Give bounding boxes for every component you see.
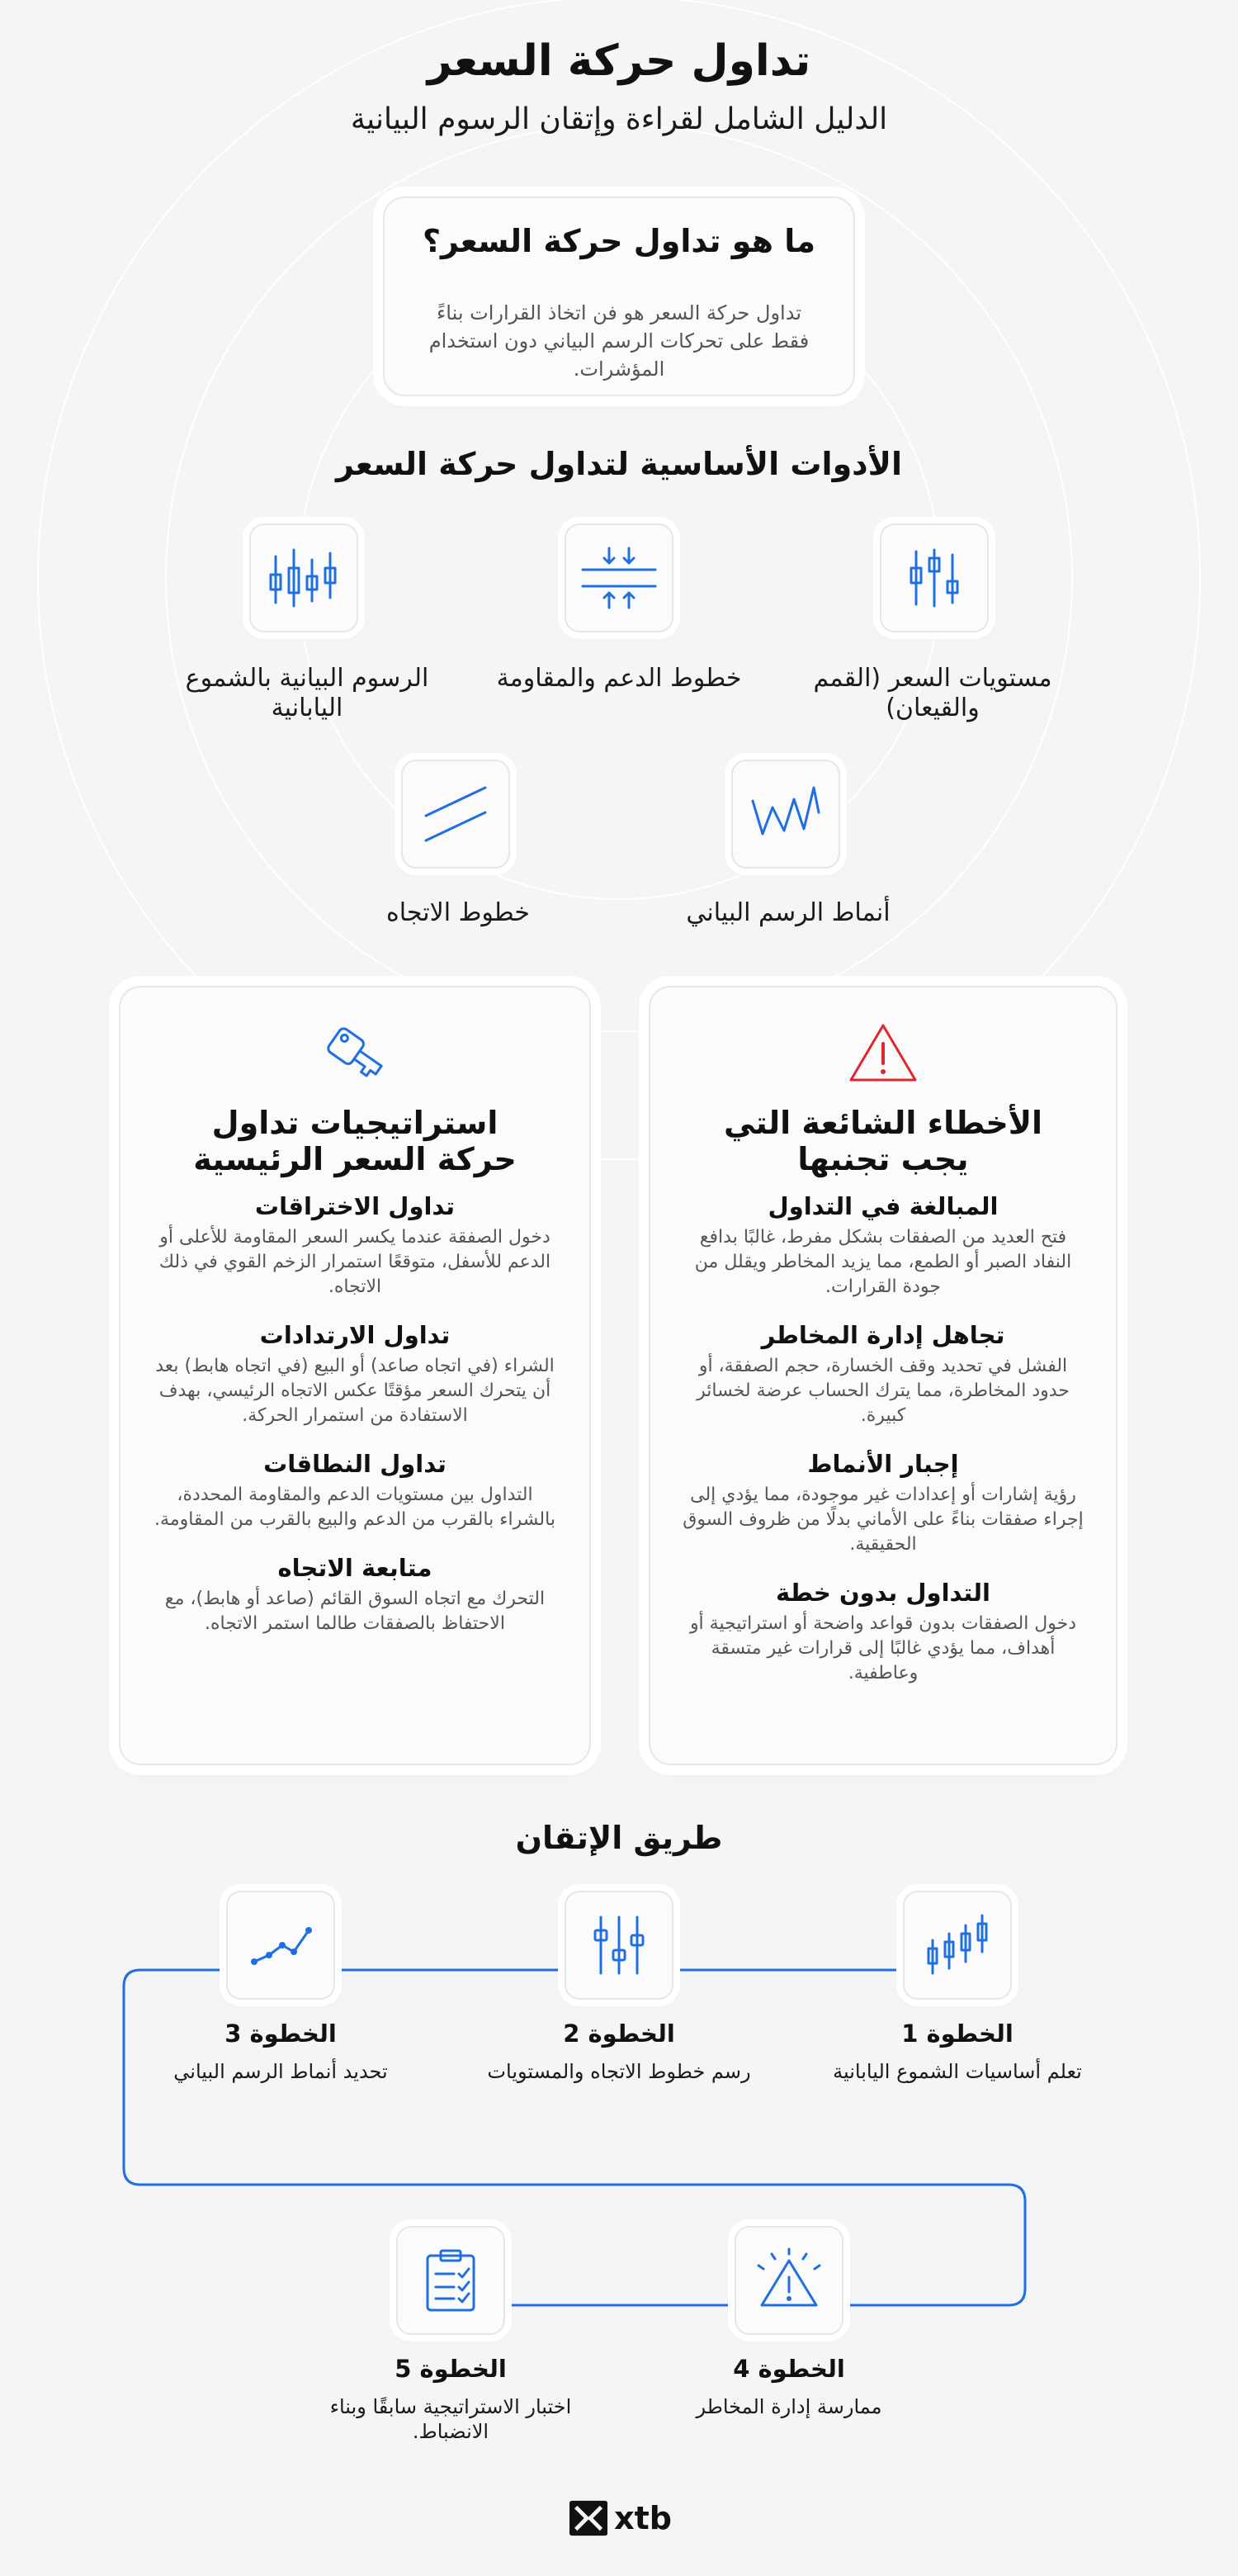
strategy-title: متابعة الاتجاه (277, 1554, 432, 1582)
mistake-title: إجبار الأنماط (807, 1450, 959, 1478)
mistake-text: فتح العديد من الصفقات بشكل مفرط، غالبًا بدافع النفاد الصبر أو الطمع، مما يزيد المخاطر ويقلل من جودة القرارات. (694, 1227, 1072, 1297)
strategy-text: الشراء (في اتجاه صاعد) أو البيع (في اتجاه هابط) بعد أن يتحرك السعر مؤقتًا عكس الاتجاه الرئيسي، بهدف الاستفادة من استمرار الحركة. (155, 1356, 555, 1426)
mistake-title: المبالغة في التداول (768, 1192, 999, 1220)
step-5-text: اختبار الاستراتيجية سابقًا وبناء الانضباط. (329, 2395, 572, 2443)
strategy-title: تداول النطاقات (263, 1450, 447, 1478)
xtb-logo-icon (569, 2500, 607, 2536)
page-title: تداول حركة السعر (427, 36, 811, 86)
page-subtitle: الدليل الشامل لقراءة وإتقان الرسوم البيانية (350, 102, 888, 136)
strategy-text: التحرك مع اتجاه السوق القائم (صاعد أو هابط)، مع الاحتفاظ بالصفقات طالما استمر الاتجاه. (164, 1589, 546, 1634)
strategy-title: تداول الاختراقات (254, 1192, 456, 1220)
step-2-text: رسم خطوط الاتجاه والمستويات (487, 2060, 751, 2083)
strategy-title: تداول الارتدادات (259, 1321, 451, 1349)
tools-heading: الأدوات الأساسية لتداول حركة السعر (335, 446, 903, 482)
step-5-title: الخطوة 5 (395, 2355, 507, 2383)
mistake-text: دخول الصفقات بدون قواعد واضحة أو استراتيجية أو أهداف، مما يؤدي غالبًا إلى قرارات غير متسقة وعاطفية. (689, 1613, 1077, 1683)
step-2-title: الخطوة 2 (563, 2020, 675, 2048)
tool-label-candlestick: الرسوم البيانية بالشموع اليابانية (185, 664, 429, 722)
tool-label-trendlines: خطوط الاتجاه (386, 898, 530, 927)
strategies-heading: استراتيجيات تداول حركة السعر الرئيسية (193, 1105, 517, 1177)
strategy-text: التداول بين مستويات الدعم والمقاومة المحددة، بالشراء بالقرب من الدعم والبيع بالقرب من المقاومة. (154, 1485, 555, 1530)
tool-label-chart-patterns: أنماط الرسم البياني (686, 898, 891, 927)
step-4-title: الخطوة 4 (733, 2355, 845, 2383)
step-2-icon-box (565, 1891, 673, 2000)
intro-heading: ما هو تداول حركة السعر؟ (423, 223, 815, 259)
brand-logo (569, 2498, 672, 2538)
mistake-text: رؤية إشارات أو إعدادات غير موجودة، مما يؤدي إلى إجراء صفقات بناءً على الأماني بدلًا من ظروف السوق الحقيقية. (683, 1485, 1084, 1555)
tool-label-price-levels: مستويات السعر (القمم والقيعان) (813, 664, 1052, 722)
step-5-icon-box (396, 2226, 505, 2335)
tool-label-support-resistance: خطوط الدعم والمقاومة (496, 664, 742, 693)
candles-icon (923, 1912, 992, 1978)
step-3-text: تحديد أنماط الرسم البياني (173, 2060, 388, 2083)
line-chart-icon (246, 1912, 315, 1978)
intro-text: تداول حركة السعر هو فن اتخاذ القرارات بناءً فقط على تحركات الرسم البياني دون استخدام المؤشرات. (428, 301, 810, 381)
step-1-icon-box (903, 1891, 1012, 2000)
step-4-text: ممارسة إدارة المخاطر (696, 2395, 882, 2418)
mistake-title: تجاهل إدارة المخاطر (761, 1321, 1005, 1349)
checklist-icon (416, 2246, 485, 2315)
step-3-title: الخطوة 3 (224, 2020, 337, 2048)
sliders-icon (584, 1912, 654, 1978)
mistake-title: التداول بدون خطة (776, 1579, 990, 1607)
mistake-text: الفشل في تحديد وقف الخسارة، حجم الصفقة، أو حدود المخاطرة، مما يترك الحساب عرضة لخسائر كبيرة. (697, 1356, 1070, 1426)
mistakes-heading: الأخطاء الشائعة التي يجب تجنبها (723, 1105, 1043, 1177)
strategy-text: دخول الصفقة عندما يكسر السعر المقاومة للأعلى أو الدعم للأسفل، متوقعًا استمرار الزخم القوي في ذلك الاتجاه. (158, 1227, 551, 1297)
step-1-title: الخطوة 1 (901, 2020, 1014, 2048)
step-1-text: تعلم أساسيات الشموع اليابانية (833, 2060, 1082, 2083)
brand-name: xtb (614, 2500, 672, 2536)
step-3-icon-box (226, 1891, 335, 2000)
step-4-icon-box (735, 2226, 843, 2335)
alert-icon (752, 2247, 826, 2313)
path-heading: طريق الإتقان (515, 1820, 723, 1856)
